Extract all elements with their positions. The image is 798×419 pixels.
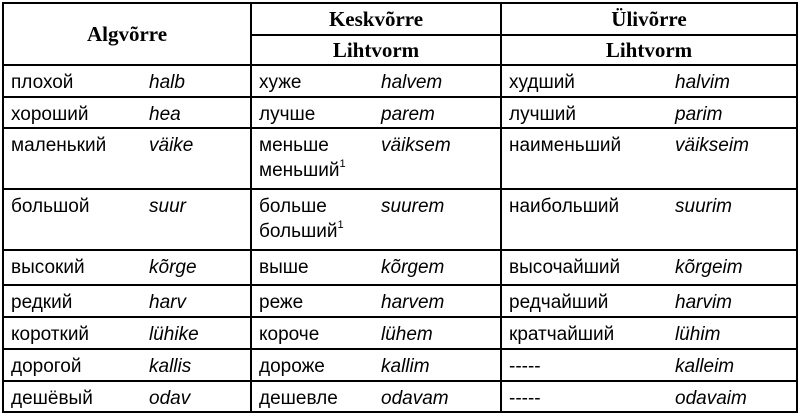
positive-ru: большой — [11, 196, 90, 217]
positive-ru: дешёвый — [11, 388, 93, 409]
table-row — [3, 128, 797, 189]
table-row — [3, 349, 797, 381]
comparative-ru: больше — [259, 196, 327, 217]
positive-ru: маленький — [11, 135, 107, 156]
header-superlative-form: Lihtvorm — [501, 35, 797, 65]
superlative-et: harvim — [675, 292, 733, 313]
superlative-et: lühim — [675, 324, 721, 345]
table-row — [3, 317, 797, 349]
superlative-ru: наименьший — [509, 135, 622, 156]
positive-et: lühike — [149, 324, 199, 345]
comparative-ru: дешевле — [259, 388, 338, 409]
table-row — [3, 189, 797, 250]
superlative-ru: худший — [509, 72, 575, 93]
positive-ru: редкий — [11, 292, 73, 313]
superlative-et: halvim — [675, 72, 730, 93]
footnote-marker: 1 — [337, 218, 344, 231]
comparative-et: halvem — [381, 72, 443, 93]
positive-ru: плохой — [11, 72, 74, 93]
header-comparative: Keskvõrre — [251, 3, 501, 35]
comparative-et: kõrgem — [381, 257, 445, 278]
positive-et: halb — [149, 72, 185, 93]
superlative-ru: высочайший — [509, 257, 621, 278]
superlative-ru: редчайший — [509, 292, 609, 313]
superlative-ru: лучший — [509, 104, 576, 125]
comparative-et: kallim — [381, 356, 430, 377]
comparative-ru: короче — [259, 324, 320, 345]
comparative-et: suurem — [381, 196, 445, 217]
comparative-ru: реже — [259, 292, 304, 313]
comparative-et: väiksem — [381, 135, 451, 156]
comparative-et: odavam — [381, 388, 449, 409]
comparative-et: lühem — [381, 324, 433, 345]
comparative-ru-alt: больший$^1$ — [259, 218, 344, 242]
comparative-ru: лучше — [259, 104, 316, 125]
positive-ru: хороший — [11, 104, 89, 125]
table-row — [3, 250, 797, 285]
header-superlative: Ülivõrre — [501, 3, 797, 35]
table-row — [3, 381, 797, 412]
positive-et: kallis — [149, 356, 192, 377]
footnote-marker: 1 — [339, 157, 346, 170]
comparative-ru: дороже — [259, 356, 325, 377]
table-row — [3, 97, 797, 128]
positive-et: suur — [149, 196, 186, 217]
superlative-et: kõrgeim — [675, 257, 743, 278]
comparative-ru-alt: меньший$^1$ — [259, 157, 346, 181]
comparative-ru: выше — [259, 257, 309, 278]
superlative-ru: ----- — [509, 356, 541, 377]
positive-ru: дорогой — [11, 356, 82, 377]
positive-et: harv — [149, 292, 186, 313]
positive-ru: высокий — [11, 257, 85, 278]
header-comparative-form: Lihtvorm — [251, 35, 501, 65]
comparison-table — [2, 2, 798, 413]
comparative-ru: хуже — [259, 72, 302, 93]
table-row — [3, 285, 797, 317]
comparative-et: harvem — [381, 292, 445, 313]
positive-et: kõrge — [149, 257, 197, 278]
header-positive: Algvõrre — [3, 3, 251, 65]
superlative-et: kalleim — [675, 356, 735, 377]
superlative-et: odavaim — [675, 388, 747, 409]
comparative-ru: меньше — [259, 135, 329, 156]
superlative-et: väikseim — [675, 135, 749, 156]
positive-et: väike — [149, 135, 194, 156]
superlative-ru: наибольший — [509, 196, 620, 217]
superlative-ru: кратчайший — [509, 324, 615, 345]
positive-ru: короткий — [11, 324, 90, 345]
superlative-et: parim — [675, 104, 723, 125]
comparative-et: parem — [381, 104, 435, 125]
superlative-et: suurim — [675, 196, 733, 217]
table-row — [3, 65, 797, 97]
superlative-ru: ----- — [509, 388, 541, 409]
positive-et: hea — [149, 104, 181, 125]
positive-et: odav — [149, 388, 191, 409]
